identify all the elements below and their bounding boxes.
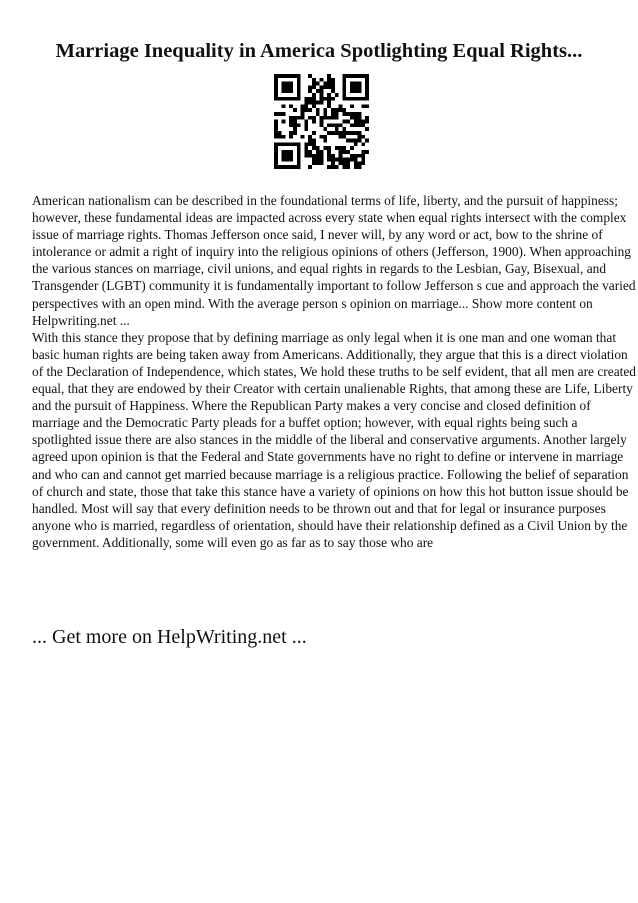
- article-body: [32, 192, 638, 551]
- document-title: Marriage Inequality in America Spotlighting Equal Rights...: [55, 40, 583, 62]
- qr-code-icon[interactable]: [274, 74, 369, 169]
- paragraph-intro: American nationalism can be described in the foundational terms of life, liberty, and the pursuit of happiness; however, these fundamental ideas are impacted across every state when equal rights intersect with the complex issue of marriage rights. Thomas Jefferson once said, I never will, by any word or act, bow to the shrine of intolerance or admit a right of inquiry into the religious opinions of others (Jefferson, 1900). When approaching the various stances on marriage, civil unions, and equal rights in regards to the Lesbian, Gay, Bisexual, and Transgender (LGBT) community it is fundamentally important to follow Jefferson s cue and approach the varied perspectives with an open mind. With the average person s opinion on marriage... Show more content on Helpwriting.net ...: [32, 193, 636, 328]
- get-more-link[interactable]: ... Get more on HelpWriting.net ...: [32, 626, 307, 648]
- paragraph-main: With this stance they propose that by defining marriage as only legal when it is one man and one woman that basic human rights are being taken away from Americans. Additionally, they argue that this is a direct violation of the Declaration of Independence, which states, We hold these truths to be self evident, that all men are created equal, that they are endowed by their Creator with certain unalienable Rights, that among these are Life, Liberty and the pursuit of Happiness. Where the Republican Party makes a very concise and closed definition of marriage and the Democratic Party pleads for a buffet option; however, with equal rights being such a spotlighted issue there are also stances in the middle of the liberal and conservative arguments. Another largely agreed upon opinion is that the Federal and State governments have no right to define or intervene in marriage and who can and cannot get married because marriage is a religious practice. Following the belief of separation of church and state, those that take this stance have a variety of opinions on how this hot button issue should be handled. Most will say that every definition needs to be thrown out and that for legal or insurance purposes anyone who is married, regardless of orientation, should have their relationship defined as a Civil Union by the government. Additionally, some will even go as far as to say those who are: [32, 329, 636, 550]
